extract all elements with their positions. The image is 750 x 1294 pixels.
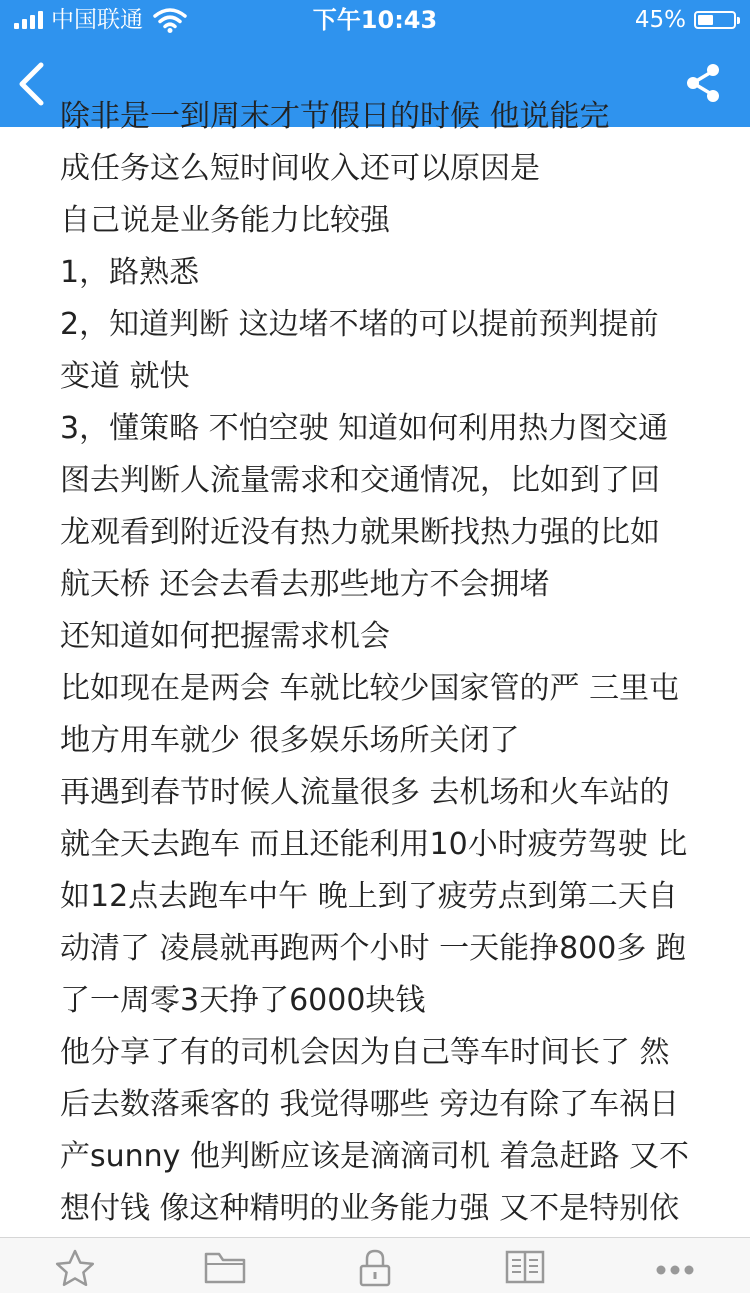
article-line: 龙观看到附近没有热力就果断找热力强的比如 xyxy=(60,515,660,550)
favorite-button[interactable] xyxy=(50,1248,100,1294)
back-button[interactable] xyxy=(6,56,56,112)
article-text xyxy=(60,91,700,1235)
battery-percent: 45% xyxy=(634,7,686,33)
status-bar xyxy=(0,0,750,40)
article-line: 图去判断人流量需求和交通情况，比如到了回 xyxy=(60,463,660,498)
article-line: 还知道如何把握需求机会 xyxy=(60,619,390,654)
status-right xyxy=(635,5,736,35)
article-line: 如12点去跑车中午 晚上到了疲劳点到第二天自 xyxy=(60,879,678,914)
battery-icon xyxy=(694,11,736,29)
article-line: 产sunny 他判断应该是滴滴司机 着急赶路 又不 xyxy=(60,1139,690,1174)
article-line: 动清了 凌晨就再跑两个小时 一天能挣800多 跑 xyxy=(60,931,686,966)
article-line: 后去数落乘客的 我觉得哪些 旁边有除了车祸日 xyxy=(60,1087,680,1122)
article-line: 地方用车就少 很多娱乐场所关闭了 xyxy=(60,723,520,758)
folder-button[interactable] xyxy=(200,1248,250,1294)
lock-icon xyxy=(356,1248,394,1288)
article-line: 了一周零3天挣了6000块钱 xyxy=(60,983,426,1018)
article-line: 他分享了有的司机会因为自己等车时间长了 然 xyxy=(60,1035,670,1070)
more-button[interactable] xyxy=(650,1248,700,1294)
chevron-left-icon xyxy=(16,61,46,107)
article-line: 再遇到春节时候人流量很多 去机场和火车站的 xyxy=(60,775,670,810)
lock-button[interactable] xyxy=(350,1248,400,1294)
book-icon xyxy=(504,1248,546,1286)
article-line: 除非是一到周末才节假日的时候 他说能完 xyxy=(60,99,610,134)
article-line: 变道 就快 xyxy=(60,359,190,394)
folder-icon xyxy=(203,1248,247,1286)
reader-button[interactable] xyxy=(500,1248,550,1294)
article-line: 想付钱 像这种精明的业务能力强 又不是特别依 xyxy=(60,1191,680,1226)
article-line: 成任务这么短时间收入还可以原因是 xyxy=(60,151,540,186)
article-line: 1，路熟悉 xyxy=(60,255,200,290)
article-line: 就全天去跑车 而且还能利用10小时疲劳驾驶 比 xyxy=(60,827,688,862)
more-icon xyxy=(653,1260,697,1280)
article-line: 比如现在是两会 车就比较少国家管的严 三里屯 xyxy=(60,671,680,706)
carrier-name: 中国联通 xyxy=(51,7,143,33)
article-line: 3，懂策略 不怕空驶 知道如何利用热力图交通 xyxy=(60,411,669,446)
article-line: 2，知道判断 这边堵不堵的可以提前预判提前 xyxy=(60,307,659,342)
star-icon xyxy=(54,1248,96,1288)
article-line: 航天桥 还会去看去那些地方不会拥堵 xyxy=(60,567,550,602)
article-line: 自己说是业务能力比较强 xyxy=(60,203,390,238)
bottom-toolbar xyxy=(0,1237,750,1293)
battery-level xyxy=(698,15,713,25)
status-time: 下午10:43 xyxy=(312,6,438,34)
article-content[interactable] xyxy=(0,99,750,1237)
